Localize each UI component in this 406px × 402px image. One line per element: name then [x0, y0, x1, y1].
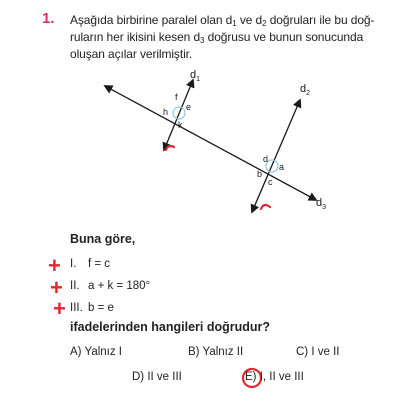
label-d2: $d_2$	[300, 83, 311, 97]
angle-e: e	[186, 102, 192, 112]
ink-mark-top	[166, 146, 174, 150]
prompt-text: Buna göre,	[70, 232, 136, 246]
option-e[interactable]: E) I, II ve III	[245, 371, 304, 383]
label-d1: $d_1$	[190, 69, 201, 83]
ink-cross-1: +	[48, 253, 61, 278]
angle-f: f	[175, 92, 178, 102]
ink-cross-2: +	[50, 275, 63, 300]
ink-cross-3: +	[53, 296, 66, 321]
option-d[interactable]: D) II ve III	[132, 371, 182, 383]
angle-c: c	[268, 177, 273, 187]
angle-k: k	[178, 120, 183, 130]
ink-mark-bottom	[261, 205, 270, 209]
label-d3: $d_3$	[316, 197, 327, 211]
statement-2: II. a + k = 180°	[70, 280, 151, 292]
question-number: 1.	[42, 10, 55, 27]
angle-a: a	[279, 162, 285, 172]
option-c[interactable]: C) I ve II	[296, 346, 340, 358]
option-a[interactable]: A) Yalnız I	[70, 346, 122, 358]
line-d1	[164, 80, 193, 150]
angle-h: h	[163, 107, 169, 117]
statement-1: I. f = c	[70, 258, 111, 270]
angle-b: b	[257, 169, 263, 179]
angle-d: d	[263, 154, 269, 164]
question-line-2: ruların her ikisini kesen $d_3$ doğrusu ve bunun sonucunda	[70, 30, 364, 45]
line-d2	[252, 100, 300, 212]
statement-3: III. b = e	[70, 302, 114, 314]
question-line-1: Aşağıda birbirine paralel olan $d_1$ ve $d_2$ doğruları ile bu doğ-	[70, 13, 375, 28]
question-line-3: oluşan açılar verilmiştir.	[70, 47, 193, 61]
question-ask: ifadelerinden hangileri doğrudur?	[70, 320, 271, 334]
option-b[interactable]: B) Yalnız II	[188, 346, 244, 358]
line-d3	[105, 86, 316, 200]
